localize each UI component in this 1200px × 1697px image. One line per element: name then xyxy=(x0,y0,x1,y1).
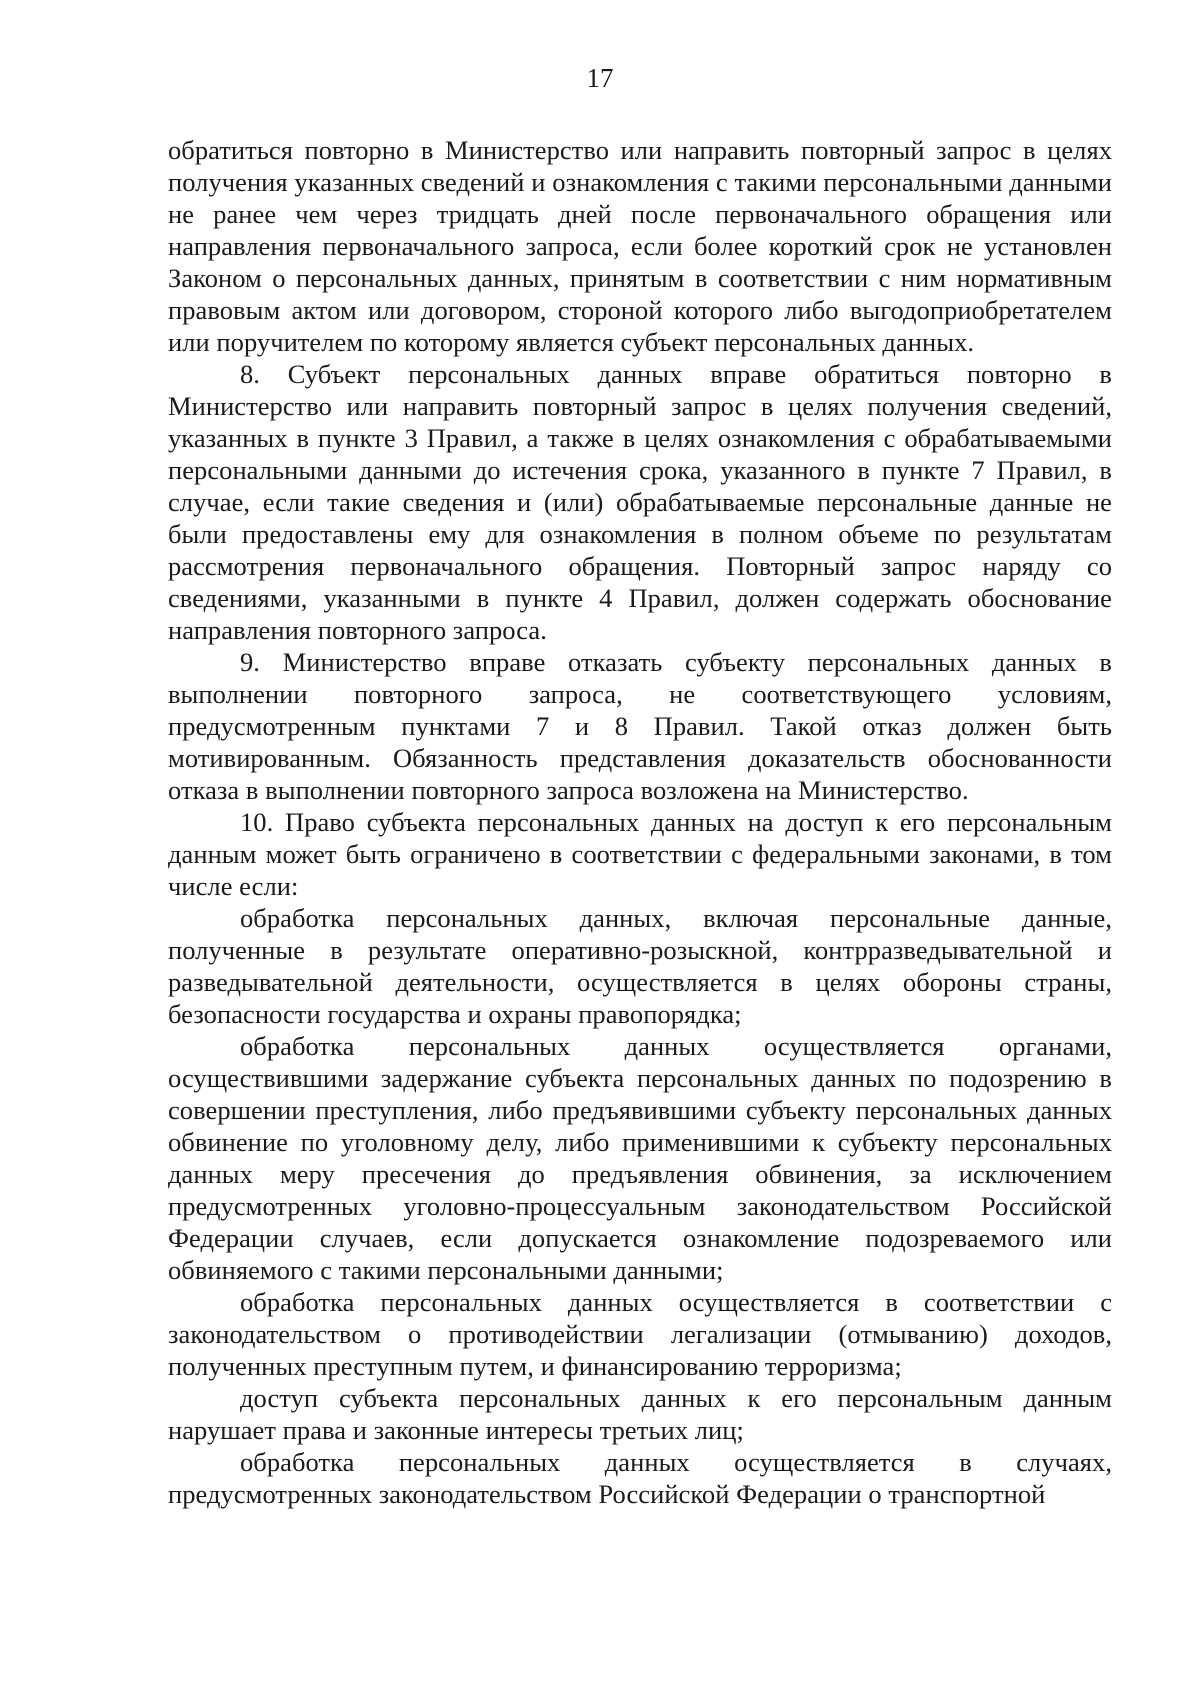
paragraph: обратиться повторно в Министерство или направить повторный запрос в целях получения указанных сведений и ознакомления с такими персональными данными не ранее чем через тридцать дней после первоначального обращения или направления первоначального запроса, если более короткий срок не установлен Законом о персональных данных, принятым в соответствии с ним нормативным правовым актом или договором, стороной которого либо выгодоприобретателем или поручителем по которому является субъект персональных данных. xyxy=(168,135,1112,357)
paragraph-10: 10. Право субъекта персональных данных на доступ к его персональным данным может быть ограничено в соответствии с федеральными законами, в том числе если: xyxy=(168,807,1112,901)
list-item: доступ субъекта персональных данных к его персональным данным нарушает права и законные интересы третьих лиц; xyxy=(168,1383,1112,1445)
list-item: обработка персональных данных осуществляется в соответствии с законодательством о противодействии легализации (отмыванию) доходов, полученных преступным путем, и финансированию терроризма; xyxy=(168,1287,1112,1381)
document-body xyxy=(168,134,1112,1510)
paragraph-9: 9. Министерство вправе отказать субъекту персональных данных в выполнении повторного запроса, не соответствующего условиям, предусмотренным пунктами 7 и 8 Правил. Такой отказ должен быть мотивированным. Обязанность представления доказательств обоснованности отказа в выполнении повторного запроса возложена на Министерство. xyxy=(168,647,1112,805)
list-item: обработка персональных данных осуществляется в случаях, предусмотренных законодательством Российской Федерации о транспортной xyxy=(168,1447,1112,1509)
list-item: обработка персональных данных осуществляется органами, осуществившими задержание субъекта персональных данных по подозрению в совершении преступления, либо предъявившими субъекту персональных данных обвинение по уголовному делу, либо применившими к субъекту персональных данных меру пресечения до предъявления обвинения, за исключением предусмотренных уголовно-процессуальным законодательством Российской Федерации случаев, если допускается ознакомление подозреваемого или обвиняемого с такими персональными данными; xyxy=(168,1031,1112,1285)
page-number: 17 xyxy=(586,63,614,93)
paragraph-8: 8. Субъект персональных данных вправе обратиться повторно в Министерство или направить повторный запрос в целях получения сведений, указанных в пункте 3 Правил, а также в целях ознакомления с обрабатываемыми персональными данными до истечения срока, указанного в пункте 7 Правил, в случае, если такие сведения и (или) обрабатываемые персональные данные не были предоставлены ему для ознакомления в полном объеме по результатам рассмотрения первоначального обращения. Повторный запрос наряду со сведениями, указанными в пункте 4 Правил, должен содержать обоснование направления повторного запроса. xyxy=(168,359,1112,645)
list-item: обработка персональных данных, включая персональные данные, полученные в результате оперативно-розыскной, контрразведывательной и разведывательной деятельности, осуществляется в целях обороны страны, безопасности государства и охраны правопорядка; xyxy=(168,903,1112,1029)
